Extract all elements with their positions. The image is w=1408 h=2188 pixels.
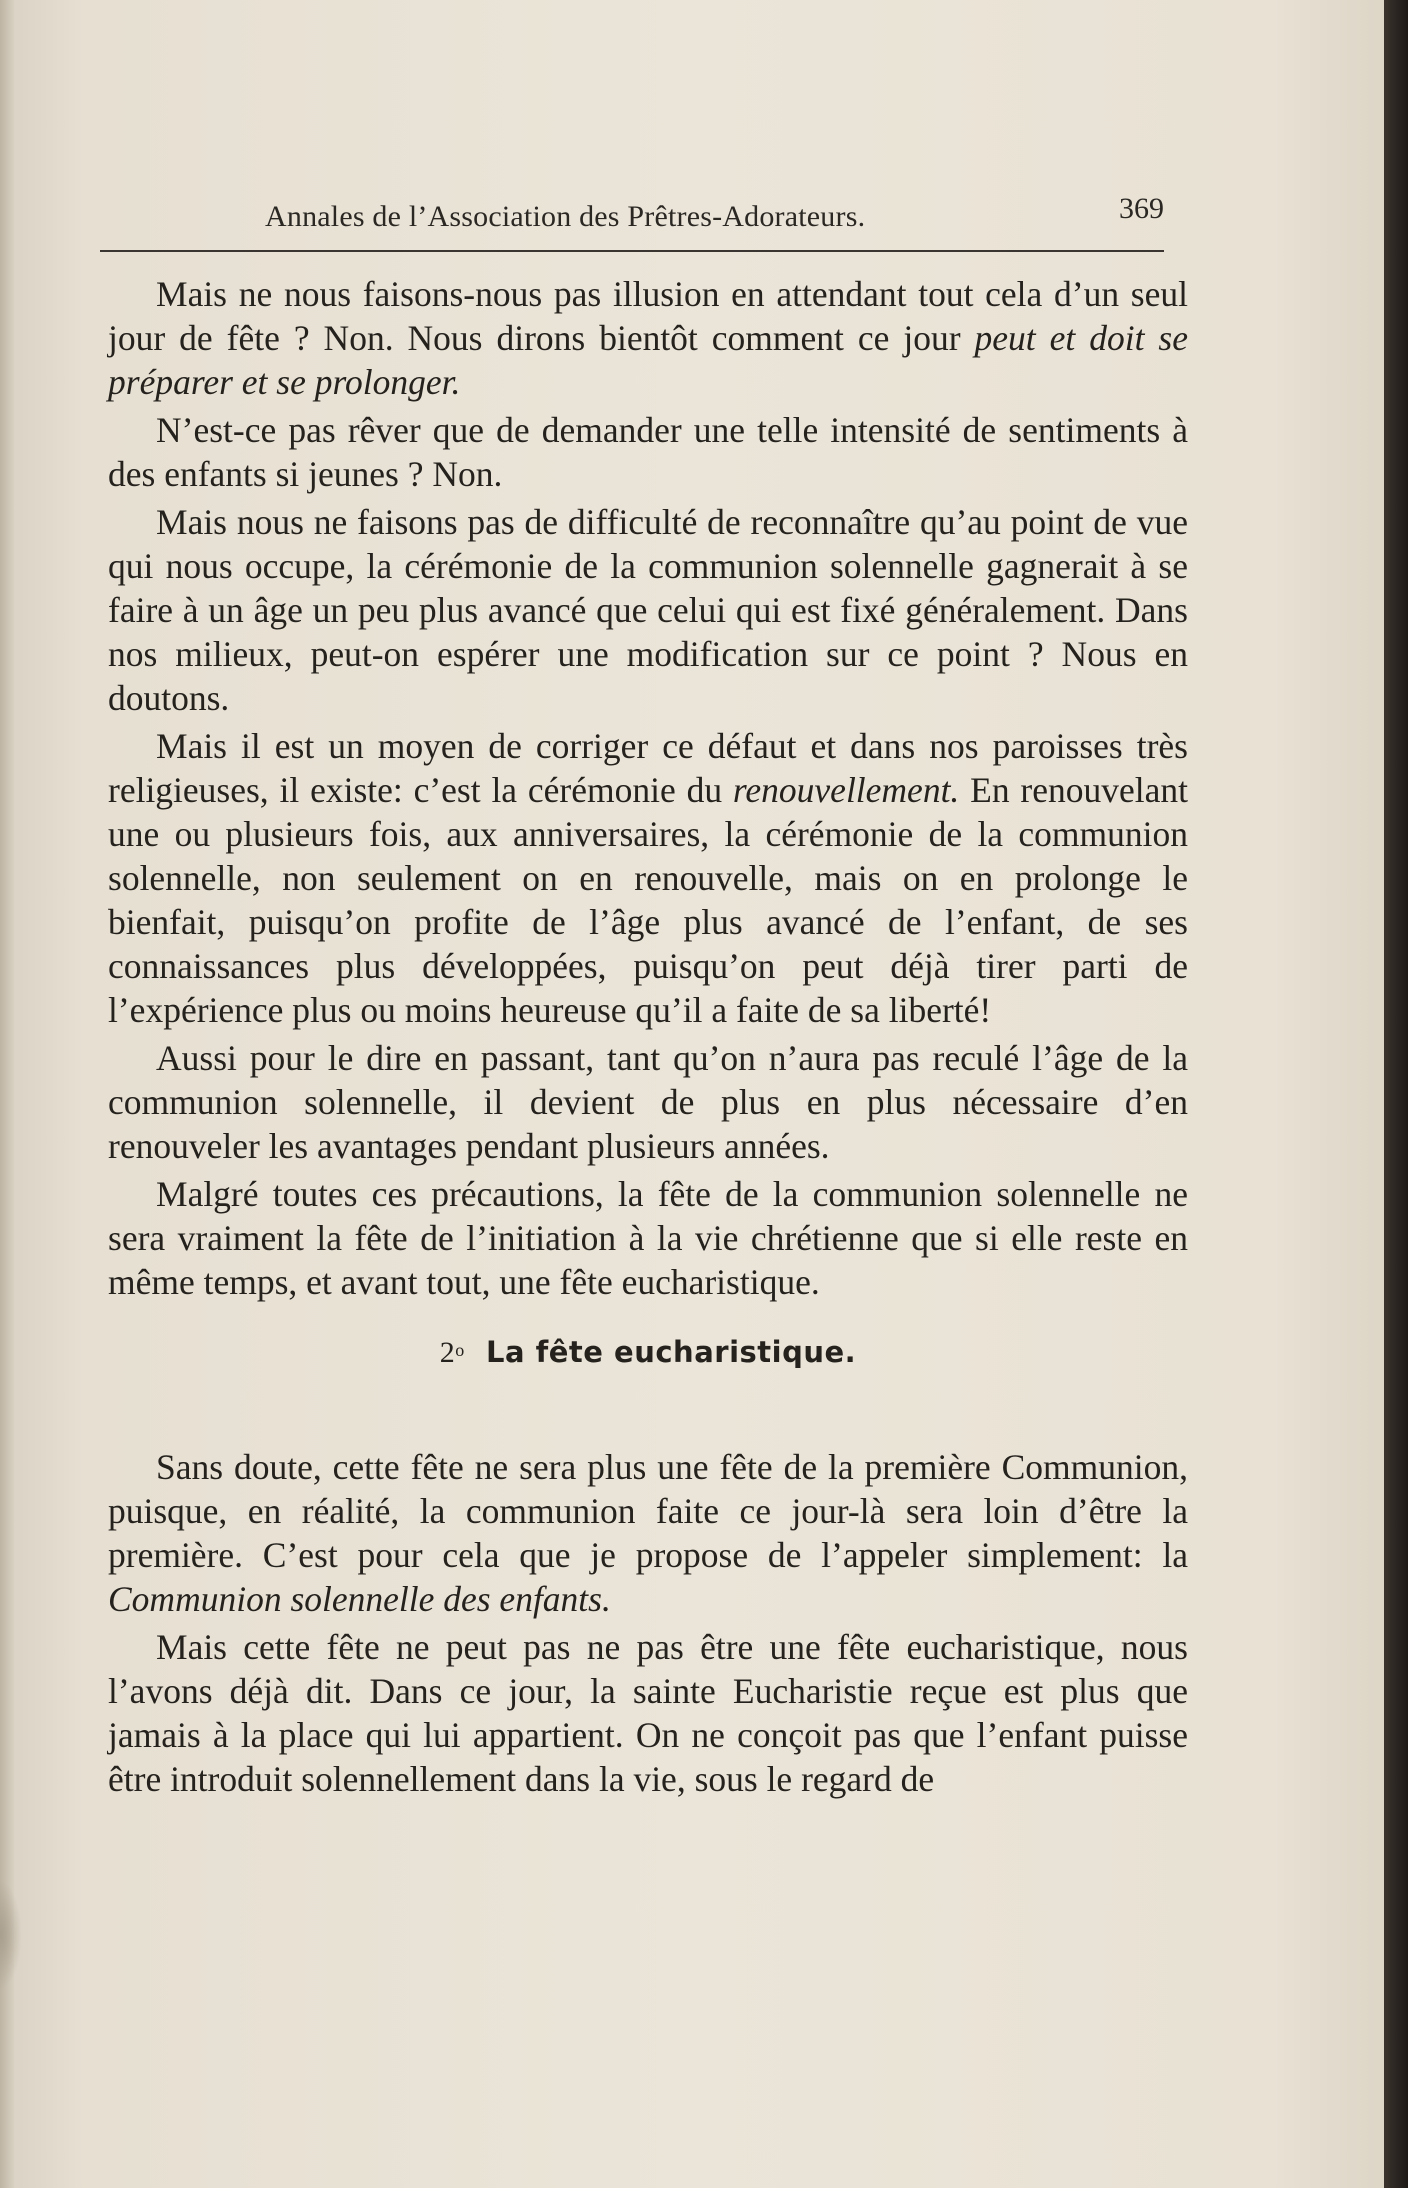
emphasis: Communion solennelle des enfants. — [108, 1579, 611, 1619]
header-rule — [100, 250, 1164, 252]
page-number: 369 — [1119, 192, 1164, 225]
paragraph-4: Mais il est un moyen de corriger ce défaut et dans nos paroisses très religieuses, il existe: c’est la cérémonie du renouvellement. En renouvelant une ou plusieurs fois, aux anniversaires, la cérémonie de la communion solennelle, non seulement on en renouvelle, mais on en prolonge le bienfait, puisqu’on profite de l’âge plus avancé de l’enfant, de ses connaissances plus développées, puisqu’on peut déjà tirer parti de l’expérience plus ou moins heureuse qu’il a faite de sa liberté! — [108, 726, 1188, 1030]
section-ordinal: o — [455, 1340, 465, 1360]
paragraph-5: Aussi pour le dire en passant, tant qu’on n’aura pas reculé l’âge de la communion solennelle, il devient de plus en plus nécessaire d’en renouveler les avantages pendant plusieurs années. — [108, 1038, 1188, 1166]
running-title: Annales de l’Association des Prêtres-Adorateurs. — [265, 200, 866, 233]
binding-edge — [0, 0, 14, 2188]
paragraph-6: Malgré toutes ces précautions, la fête de la communion solennelle ne sera vraiment la fête de l’initiation à la vie chrétienne que si elle reste en même temps, et avant tout, une fête eucharistique. — [108, 1174, 1188, 1302]
section-number: 2 — [439, 1336, 456, 1369]
binding-stain — [0, 1880, 22, 1990]
section-heading — [108, 1328, 1188, 1375]
section-title: La fête eucharistique. — [486, 1335, 857, 1369]
paragraph-2: N’est-ce pas rêver que de demander une telle intensité de sentiments à des enfants si jeunes ? Non. — [108, 410, 1188, 494]
emphasis: peut et doit se préparer et se prolonger. — [108, 318, 1188, 402]
paragraph-8: Mais cette fête ne peut pas ne pas être une fête eucharistique, nous l’avons déjà dit. Dans ce jour, la sainte Eucharistie reçue est plus que jamais à la place qui lui appartient. On ne conçoit pas que l’enfant puisse être introduit solennellement dans la vie, sous le regard de — [108, 1627, 1188, 1799]
body-text — [108, 272, 1188, 1805]
paragraph-3: Mais nous ne faisons pas de difficulté de reconnaître qu’au point de vue qui nous occupe, la cérémonie de la communion solennelle gagnerait à se faire à un âge un peu plus avancé que celui qui est fixé généralement. Dans nos milieux, peut-on espérer une modification sur ce point ? Nous en doutons. — [108, 502, 1188, 718]
paragraph-7: Sans doute, cette fête ne sera plus une fête de la première Communion, puisque, en réalité, la communion faite ce jour-là sera loin d’être la première. C’est pour cela que je propose de l’appeler simplement: la Communion solennelle des enfants. — [108, 1447, 1188, 1619]
emphasis: renouvellement. — [732, 770, 960, 810]
page-header — [100, 192, 1164, 262]
page-edge-shadow — [1384, 0, 1408, 2188]
paragraph-1: Mais ne nous faisons-nous pas illusion en attendant tout cela d’un seul jour de fête ? Non. Nous dirons bientôt comment ce jour peut et doit se préparer et se prolonger. — [108, 274, 1188, 402]
